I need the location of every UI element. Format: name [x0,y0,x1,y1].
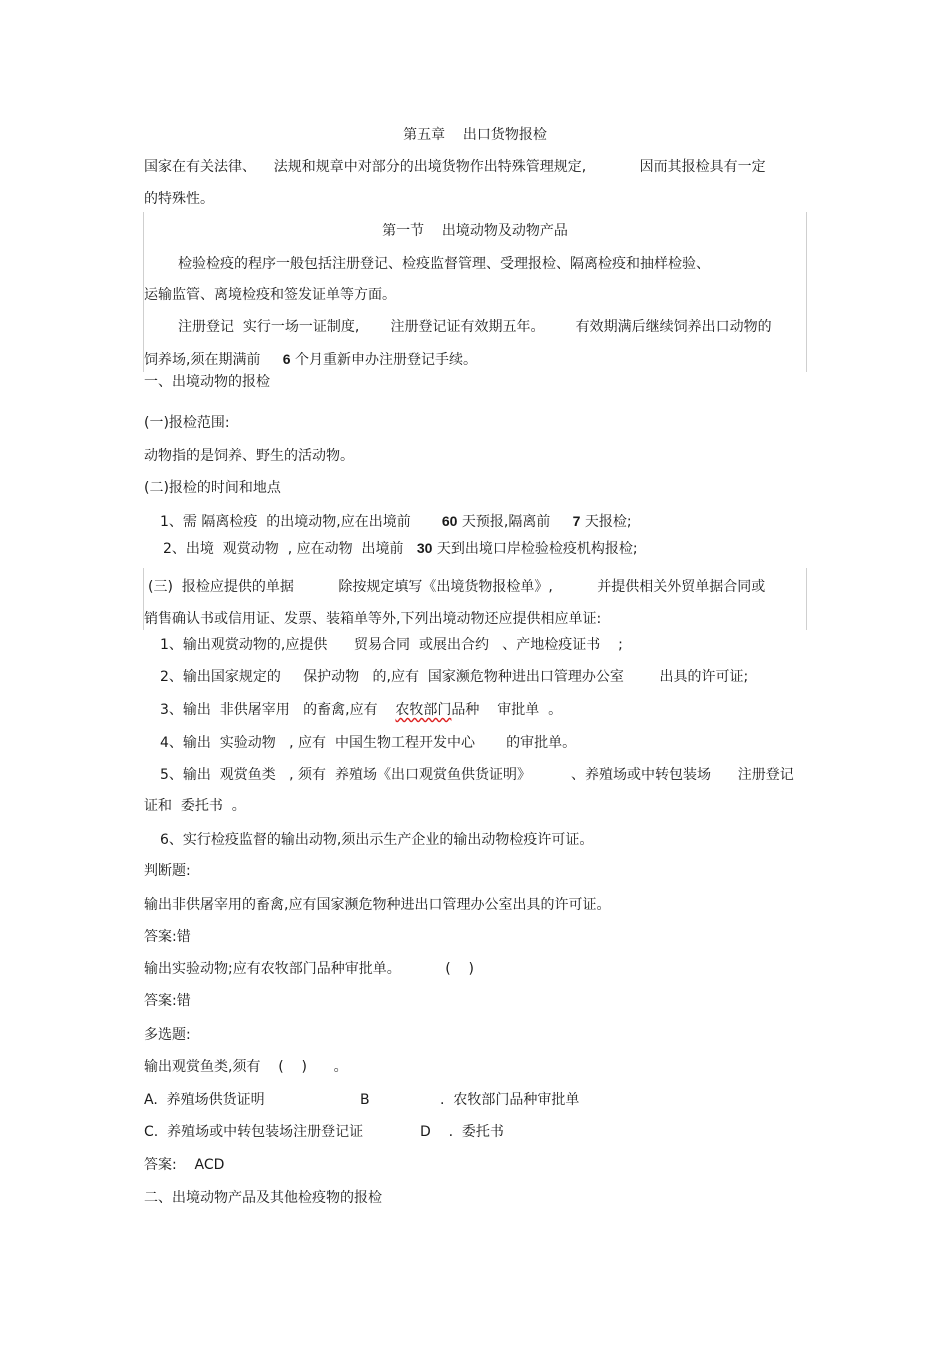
true-false-heading: 判断题: [144,863,191,879]
documents-heading-line-2: 销售确认书或信用证、发票、装箱单等外,下列出境动物还应提供相应单证: [144,611,602,627]
option-a: A. 养殖场供货证明 [144,1092,265,1108]
question-1: 输出非供屠宰用的畜禽,应有国家濒危物种进出口管理办公室出具的许可证。 [144,897,611,913]
intro-line-1: 国家在有关法律、 法规和规章中对部分的出境货物作出特殊管理规定, 因而其报检具有一定 [144,159,766,175]
option-d: D . 委托书 [420,1124,504,1140]
spellcheck-underlined-text: 农牧部门 [395,702,452,718]
number: 30 [416,540,433,556]
option-b-letter: B [360,1092,370,1108]
section-heading: 第一节 出境动物及动物产品 [382,223,568,239]
text-fragment: 品种 审批单 。 [451,702,563,718]
text-fragment: 个月重新申办注册登记手续。 [290,352,477,368]
document-item-5-line-2: 证和 委托书 。 [144,798,246,814]
text-fragment: 天到出境口岸检验检疫机构报检; [432,541,638,557]
document-item-1: 1、输出观赏动物的,应提供 贸易合同 或展出合约 、产地检疫证书 ; [160,637,623,653]
paragraph-2-line-2 [144,350,477,369]
document-item-2: 2、输出国家规定的 保护动物 的,应有 国家濒危物种进出口管理办公室 出具的许可证; [160,669,749,685]
text-fragment: 天报检; [580,514,632,530]
document-item-5-line-1: 5、输出 观赏鱼类 , 须有 养殖场《出口观赏鱼供货证明》 、养殖场或中转包装场 注册登记 [160,767,794,783]
time-item-1 [160,512,632,531]
answer-2: 答案:错 [144,993,191,1009]
chapter-title: 第五章 出口货物报检 [403,127,547,143]
paragraph-1-line-1: 检验检疫的程序一般包括注册登记、检疫监督管理、受理报检、隔离检疫和抽样检验、 [178,256,710,272]
document-item-3 [160,701,562,719]
number: 6 [282,351,291,367]
time-item-2 [163,539,638,558]
answer-1: 答案:错 [144,929,191,945]
scope-text: 动物指的是饲养、野生的活动物。 [144,448,354,464]
paragraph-2-line-1: 注册登记 实行一场一证制度, 注册登记证有效期五年。 有效期满后继续饲养出口动物的 [178,319,772,335]
part-1-heading: 一、出境动物的报检 [144,374,270,390]
question-2: 输出实验动物;应有农牧部门品种审批单。 ( ) [144,961,474,977]
scan-edge-line [806,568,807,630]
text-fragment: 2、出境 观赏动物 , 应在动物 出境前 [163,541,417,557]
answer-3: 答案: ACD [144,1157,225,1173]
time-place-heading: (二)报检的时间和地点 [144,480,281,496]
number: 60 [441,513,458,529]
intro-line-2: 的特殊性。 [144,191,214,207]
option-b-text: . 农牧部门品种审批单 [440,1092,580,1108]
text-fragment: 天预报,隔离前 [457,514,573,530]
document-item-6: 6、实行检疫监督的输出动物,须出示生产企业的输出动物检疫许可证。 [160,832,594,848]
document-item-4: 4、输出 实验动物 , 应有 中国生物工程开发中心 的审批单。 [160,735,577,751]
paragraph-1-line-2: 运输监管、离境检疫和签发证单等方面。 [144,287,396,303]
option-c: C. 养殖场或中转包装场注册登记证 [144,1124,364,1140]
scope-heading: (一)报检范围: [144,415,230,431]
text-fragment: 饲养场,须在期满前 [144,352,283,368]
number: 7 [572,513,581,529]
text-fragment: 1、需 隔离检疫 的出境动物,应在出境前 [160,514,442,530]
multiple-choice-heading: 多选题: [144,1027,191,1043]
text-fragment: 3、输出 非供屠宰用 的畜禽,应有 [160,702,396,718]
documents-heading-line-1: (三) 报检应提供的单据 除按规定填写《出境货物报检单》, 并提供相关外贸单据合同或 [148,579,766,595]
part-2-heading: 二、出境动物产品及其他检疫物的报检 [144,1190,382,1206]
question-3: 输出观赏鱼类,须有 ( ) 。 [144,1059,348,1075]
